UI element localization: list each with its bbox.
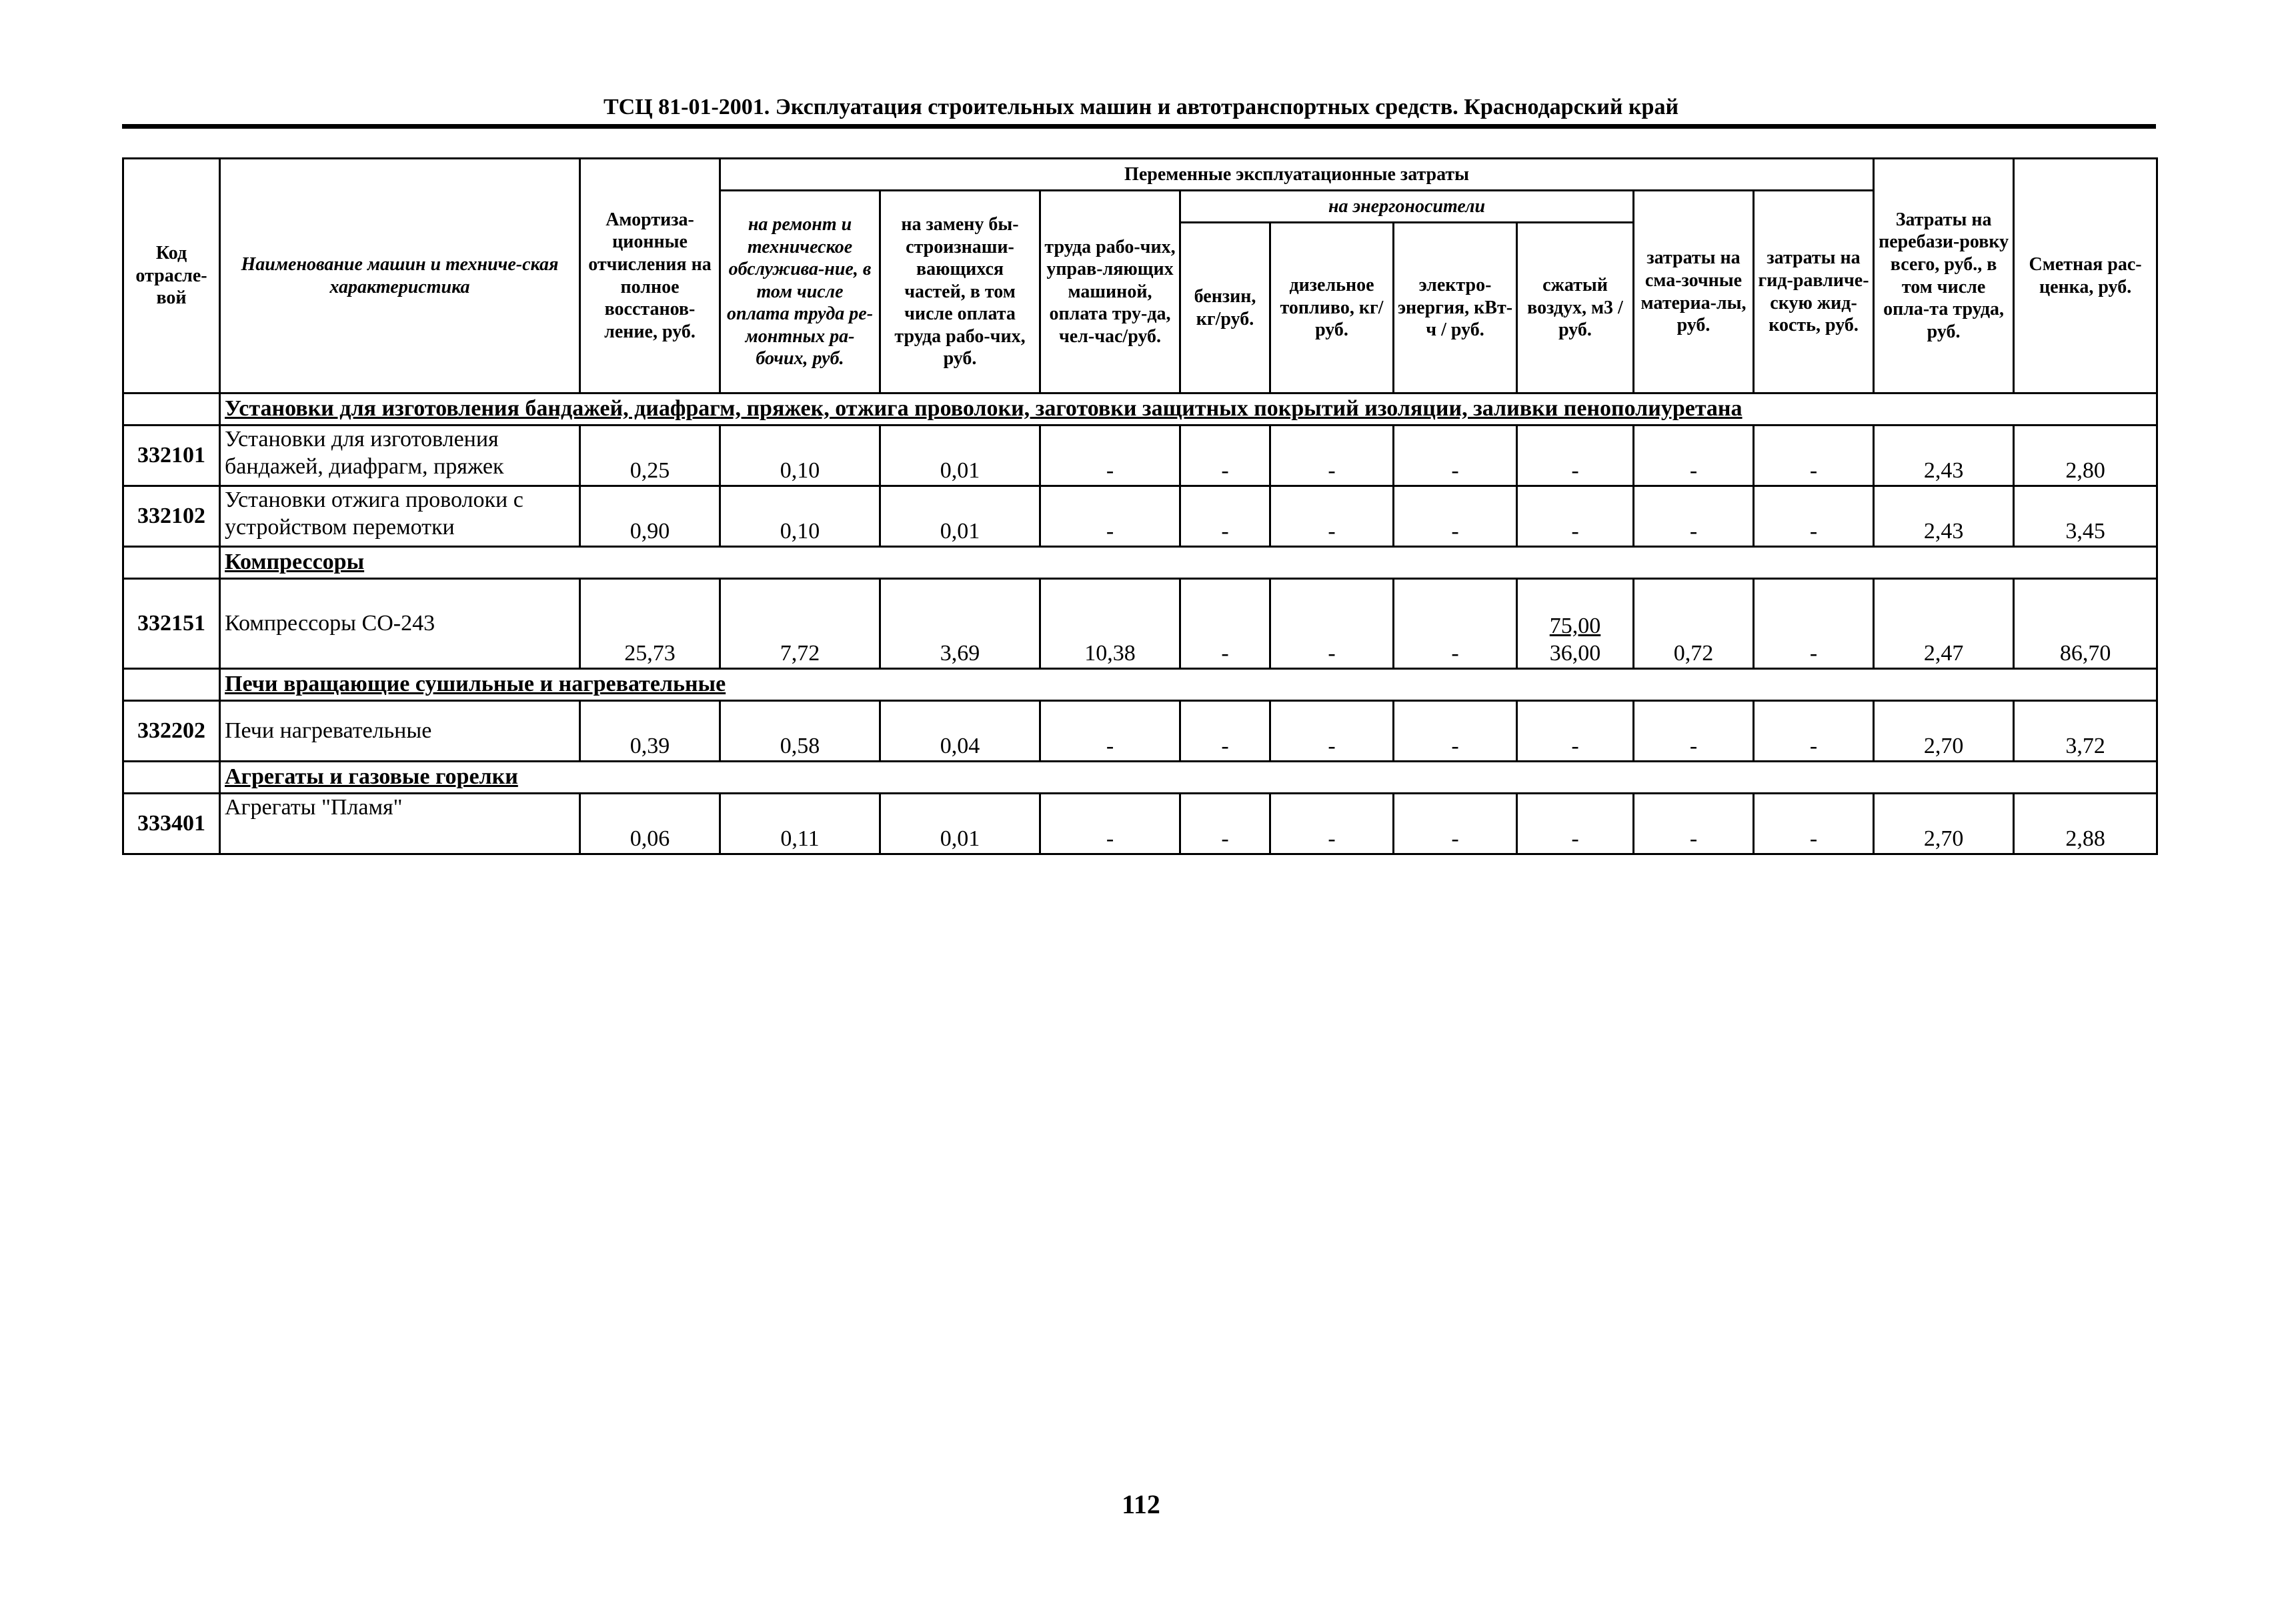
header-diesel: дизельное топливо, кг/руб. xyxy=(1270,223,1394,393)
cell-labor: - xyxy=(1040,794,1180,854)
section-row xyxy=(123,669,2157,701)
cell-electric: - xyxy=(1394,579,1517,669)
cell-estimate: 3,72 xyxy=(2014,701,2157,762)
cell-repair: 0,10 xyxy=(720,486,880,547)
cell-air-quantity: 75,00 xyxy=(1549,614,1601,639)
cell-lube: 0,72 xyxy=(1634,579,1754,669)
cell-rebase: 2,47 xyxy=(1874,579,2014,669)
table-row xyxy=(123,426,2157,486)
row-code: 332102 xyxy=(123,486,220,547)
cell-petrol: - xyxy=(1180,486,1270,547)
cell-repair: 0,11 xyxy=(720,794,880,854)
cell-replace: 3,69 xyxy=(880,579,1040,669)
header-energy: на энергоносители xyxy=(1180,191,1634,223)
cell-hydraulic: - xyxy=(1754,701,1874,762)
section-title: Компрессоры xyxy=(220,547,2157,579)
header-hydraulic: затраты на гид-равличе-скую жид-кость, руб. xyxy=(1754,191,1874,393)
cell-labor: - xyxy=(1040,701,1180,762)
cell-rebase: 2,70 xyxy=(1874,701,2014,762)
cell-replace: 0,04 xyxy=(880,701,1040,762)
row-name: Печи нагревательные xyxy=(220,701,580,762)
cell-electric: - xyxy=(1394,426,1517,486)
cell-repair: 0,10 xyxy=(720,426,880,486)
cell-lube: - xyxy=(1634,794,1754,854)
row-name: Компрессоры СО-243 xyxy=(220,579,580,669)
row-name: Установки отжига проволоки с устройством перемотки xyxy=(220,486,580,547)
title-divider xyxy=(122,124,2156,129)
rates-table xyxy=(122,157,2158,855)
cell-labor: - xyxy=(1040,426,1180,486)
section-row xyxy=(123,762,2157,794)
header-variable-costs: Переменные эксплуатационные затраты xyxy=(720,159,1874,191)
row-code: 332202 xyxy=(123,701,220,762)
cell-replace: 0,01 xyxy=(880,486,1040,547)
row-name: Агрегаты "Пламя" xyxy=(220,794,580,854)
header-code: Код отрасле-вой xyxy=(123,159,220,393)
cell-electric: - xyxy=(1394,486,1517,547)
row-name: Установки для изготовления бандажей, диафрагм, пряжек xyxy=(220,426,580,486)
cell-amort: 0,06 xyxy=(580,794,720,854)
table-row xyxy=(123,701,2157,762)
cell-labor: 10,38 xyxy=(1040,579,1180,669)
cell-amort: 25,73 xyxy=(580,579,720,669)
header-amortization: Амортиза-ционные отчисления на полное восстанов-ление, руб. xyxy=(580,159,720,393)
cell-electric: - xyxy=(1394,794,1517,854)
header-rebase: Затраты на перебази-ровку всего, руб., в том числе опла-та труда, руб. xyxy=(1874,159,2014,393)
cell-amort: 0,90 xyxy=(580,486,720,547)
cell-estimate: 2,88 xyxy=(2014,794,2157,854)
cell-air: - xyxy=(1517,701,1634,762)
row-code: 333401 xyxy=(123,794,220,854)
section-row xyxy=(123,393,2157,426)
cell-diesel: - xyxy=(1270,579,1394,669)
cell-diesel: - xyxy=(1270,426,1394,486)
cell-repair: 7,72 xyxy=(720,579,880,669)
cell-amort: 0,39 xyxy=(580,701,720,762)
cell-petrol: - xyxy=(1180,426,1270,486)
section-title: Агрегаты и газовые горелки xyxy=(220,762,2157,794)
cell-hydraulic: - xyxy=(1754,794,1874,854)
section-title: Печи вращающие сушильные и нагревательные xyxy=(220,669,2157,701)
cell-rebase: 2,70 xyxy=(1874,794,2014,854)
cell-labor: - xyxy=(1040,486,1180,547)
row-code: 332151 xyxy=(123,579,220,669)
cell-hydraulic: - xyxy=(1754,426,1874,486)
header-name: Наименование машин и техниче-ская характеристика xyxy=(220,159,580,393)
header-electric: электро-энергия, кВт-ч / руб. xyxy=(1394,223,1517,393)
cell-amort: 0,25 xyxy=(580,426,720,486)
header-lube: затраты на сма-зочные материа-лы, руб. xyxy=(1634,191,1754,393)
cell-replace: 0,01 xyxy=(880,794,1040,854)
document-title: ТСЦ 81-01-2001. Эксплуатация строительных машин и автотранспортных средств. Краснодарский край xyxy=(603,95,1679,119)
header-air: сжатый воздух, м3 / руб. xyxy=(1517,223,1634,393)
cell-rebase: 2,43 xyxy=(1874,426,2014,486)
cell-air: - xyxy=(1517,426,1634,486)
cell-diesel: - xyxy=(1270,794,1394,854)
cell-replace: 0,01 xyxy=(880,426,1040,486)
cell-hydraulic: - xyxy=(1754,579,1874,669)
header-replace: на замену бы-строизнаши-вающихся частей, в том числе оплата труда рабо-чих, руб. xyxy=(880,191,1040,393)
cell-air xyxy=(1517,579,1634,669)
cell-air: - xyxy=(1517,794,1634,854)
table-row xyxy=(123,579,2157,669)
header-repair: на ремонт и техническое обслужива-ние, в том числе оплата труда ре-монтных ра-бочих, руб. xyxy=(720,191,880,393)
cell-diesel: - xyxy=(1270,486,1394,547)
row-code: 332101 xyxy=(123,426,220,486)
table-row xyxy=(123,794,2157,854)
section-row xyxy=(123,547,2157,579)
cell-air: - xyxy=(1517,486,1634,547)
cell-petrol: - xyxy=(1180,579,1270,669)
cell-diesel: - xyxy=(1270,701,1394,762)
header-estimate: Сметная рас-ценка, руб. xyxy=(2014,159,2157,393)
cell-lube: - xyxy=(1634,701,1754,762)
cell-lube: - xyxy=(1634,486,1754,547)
header-labor: труда рабо-чих, управ-ляющих машиной, оплата тру-да, чел-час/руб. xyxy=(1040,191,1180,393)
cell-rebase: 2,43 xyxy=(1874,486,2014,547)
cell-petrol: - xyxy=(1180,794,1270,854)
cell-lube: - xyxy=(1634,426,1754,486)
cell-hydraulic: - xyxy=(1754,486,1874,547)
cell-repair: 0,58 xyxy=(720,701,880,762)
cell-electric: - xyxy=(1394,701,1517,762)
page-number: 112 xyxy=(1122,1489,1160,1519)
cell-air-cost: 36,00 xyxy=(1549,641,1601,666)
header-petrol: бензин, кг/руб. xyxy=(1180,223,1270,393)
section-title: Установки для изготовления бандажей, диафрагм, пряжек, отжига проволоки, заготовки защитных покрытий изоляции, заливки пенополиуретана xyxy=(220,393,2157,426)
cell-estimate: 2,80 xyxy=(2014,426,2157,486)
cell-petrol: - xyxy=(1180,701,1270,762)
cell-estimate: 3,45 xyxy=(2014,486,2157,547)
table-row xyxy=(123,486,2157,547)
cell-estimate: 86,70 xyxy=(2014,579,2157,669)
